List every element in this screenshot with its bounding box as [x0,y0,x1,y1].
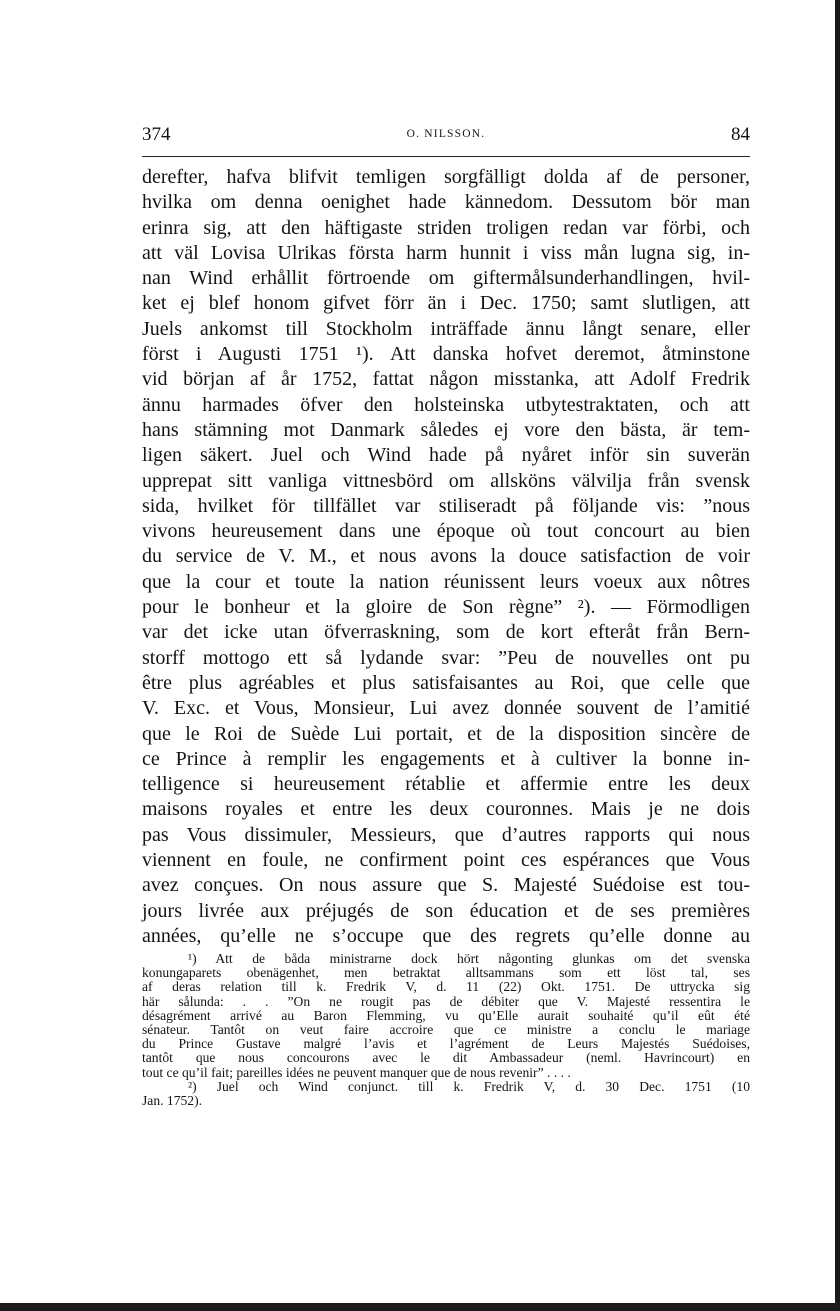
footnote-line: af deras relation till k. Fredrik V, d. 11 (22) Okt. 1751. De uttrycka sig [142,979,750,995]
body-line: pas Vous dissimuler, Messieurs, que d’autres rapports qui nous [142,823,750,846]
footnote-line: tantôt que nous concourons avec le dit Ambassadeur (neml. Havrincourt) en [142,1050,750,1066]
page-bottom-edge [0,1303,840,1311]
body-line: du service de V. M., et nous avons la douce satisfaction de voir [142,545,750,568]
body-line: först i Augusti 1751 ¹). Att danska hofvet deremot, åtminstone [142,343,750,366]
body-line: derefter, hafva blifvit temligen sorgfälligt dolda af de personer, [142,166,750,188]
footnote-line: désagrément arrivé au Baron Flemming, vu qu’Elle aurait souhaité qu’il eût été [142,1007,750,1023]
footnotes [142,952,750,1108]
body-line: att väl Lovisa Ulrikas första harm hunnit i viss mån lugna sig, in- [142,241,750,264]
body-line: viennent en foule, ne confirment point ces espérances que Vous [142,849,750,872]
body-line: ligen säkert. Juel och Wind hade på nyåret inför sin suverän [142,444,750,467]
body-line: V. Exc. et Vous, Monsieur, Lui avez donnée souvent de l’amitié [142,697,750,720]
body-line: hvilka om denna oenighet hade kännedom. Dessutom bör man [142,191,750,214]
footnote-line: sénateur. Tantôt on veut faire accroire que ce ministre a conclu le mariage [142,1022,750,1038]
footnote-line: ¹) Att de båda ministrarne dock hört någonting glunkas om det svenska [188,951,750,966]
body-line: var det icke utan öfverraskning, som de kort efteråt från Bern- [142,621,750,644]
body-line: avez conçues. On nous assure que S. Majesté Suédoise est tou- [142,874,750,897]
body-line: pour le bonheur et la gloire de Son règne” ²). — Förmodligen [142,596,750,619]
page-number-left: 374 [142,124,171,145]
header-rule [142,156,750,157]
running-header [142,124,750,148]
body-line: sida, hvilket för tillfället var stiliseradt på följande vis: ”nous [142,494,750,517]
body-line: Juels ankomst till Stockholm inträffade ännu långt senare, eller [142,317,750,340]
running-head-author: O. NILSSON. [406,128,486,140]
page-number-right: 84 [731,124,750,145]
footnote-line: här sålunda: . . ”On ne rougit pas de débiter que V. Majesté ressentira le [142,993,750,1009]
body-line: vid början af år 1752, fattat någon misstanka, att Adolf Fredrik [142,368,750,391]
body-text [142,165,750,949]
body-line: upprepat sitt vanliga vittnesbörd om allsköns välvilja från svensk [142,469,750,492]
footnote-line: tout ce qu’il fait; pareilles idées ne peuvent manquer que de nous revenir” . . . . [142,1064,571,1080]
body-line: telligence si heureusement rétablie et affermie entre les deux [142,773,750,796]
footnote-line: ²) Juel och Wind conjunct. till k. Fredrik V, d. 30 Dec. 1751 (10 [188,1078,750,1094]
body-line: que le Roi de Suède Lui portait, et de la disposition sincère de [142,722,750,745]
body-line: ket ej blef honom gifvet förr än i Dec. 1750; samt slutligen, att [142,292,750,315]
body-line: nan Wind erhållit förtroende om giftermålsunderhandlingen, hvil- [142,267,750,290]
body-line: hans stämning mot Danmark således ej vore den bästa, är tem- [142,418,750,441]
body-line: ännu harmades öfver den holsteinska utbytestraktaten, och att [142,393,750,416]
body-line: maisons royales et entre les deux couronnes. Mais je ne dois [142,798,750,821]
footnote-line: konungaparets obenägenhet, men betraktat alltsammans som ett löst tal, ses [142,965,750,981]
footnote-line: Jan. 1752). [142,1093,203,1109]
body-line: que la cour et toute la nation réunissent leurs voeux aux nôtres [142,570,750,593]
body-line: années, qu’elle ne s’occupe que des regrets qu’elle donne au [142,924,750,947]
body-line: être plus agréables et plus satisfaisantes au Roi, que celle que [142,671,750,694]
body-line: erinra sig, att den häftigaste striden troligen redan var förbi, och [142,216,750,239]
body-line: vivons heureusement dans une époque où tout concourt au bien [142,520,750,543]
body-line: storff mottogo ett så lydande svar: ”Peu de nouvelles ont pu [142,646,750,669]
body-line: ce Prince à remplir les engagements et à cultiver la bonne in- [142,747,750,770]
body-line: jours livrée aux préjugés de son éducation et de ses premières [142,899,750,922]
footnote-line: du Prince Gustave malgré l’avis et l’agrément de Leurs Majestés Suédoises, [142,1036,750,1052]
page-edge [835,0,840,1311]
